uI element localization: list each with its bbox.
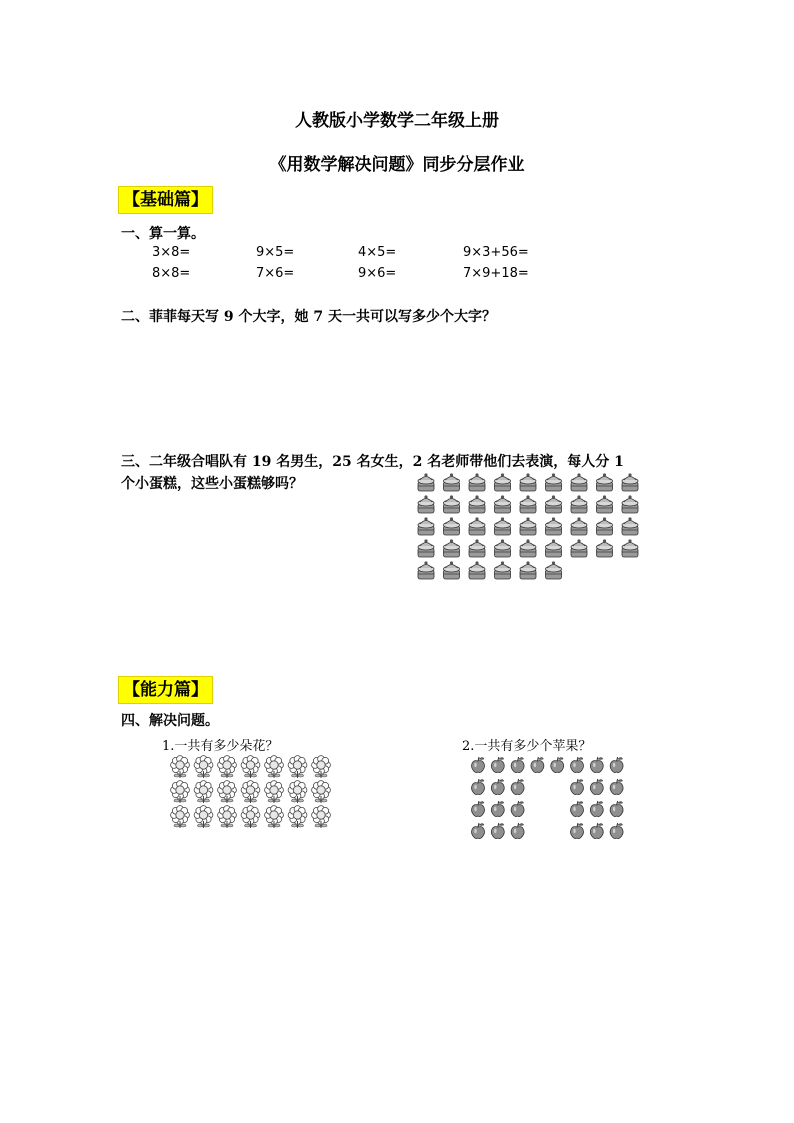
apple-illustration bbox=[470, 756, 640, 841]
question-1-heading: 一、算一算。 bbox=[121, 226, 205, 242]
cake-icon bbox=[418, 517, 434, 535]
flower-icon bbox=[265, 756, 284, 778]
flower-icon bbox=[241, 806, 260, 828]
page-subtitle: 《用数学解决问题》同步分层作业 bbox=[269, 155, 525, 175]
cake-icon bbox=[546, 539, 562, 557]
cake-icon bbox=[571, 473, 587, 491]
flower-icon bbox=[288, 781, 307, 803]
flower-icon bbox=[265, 781, 284, 803]
cake-icon bbox=[520, 495, 536, 513]
cake-icon bbox=[495, 561, 511, 579]
flower-icon bbox=[218, 756, 237, 778]
apple-icon bbox=[610, 779, 623, 795]
cake-icon bbox=[520, 473, 536, 491]
problem-1-caption: 1.一共有多少朵花？ bbox=[162, 739, 279, 754]
apple-icon bbox=[590, 757, 603, 773]
apple-icon bbox=[610, 823, 623, 839]
cake-icon bbox=[418, 495, 434, 513]
section-badge-basic: 【基础篇】 bbox=[118, 186, 213, 214]
calc-expression: 7×9+18= bbox=[463, 266, 529, 281]
flower-icon bbox=[194, 756, 213, 778]
cake-icon bbox=[418, 561, 434, 579]
flower-icon bbox=[241, 756, 260, 778]
flower-icon bbox=[288, 756, 307, 778]
flower-illustration bbox=[170, 756, 350, 836]
apple-icon bbox=[571, 779, 584, 795]
flower-icon bbox=[194, 781, 213, 803]
section-badge-ability: 【能力篇】 bbox=[118, 676, 213, 704]
cake-icon bbox=[622, 495, 638, 513]
calc-expression: 7×6= bbox=[256, 266, 295, 281]
flower-icon bbox=[194, 806, 213, 828]
flower-icon bbox=[171, 781, 190, 803]
apple-icon bbox=[491, 801, 504, 817]
cake-icon bbox=[469, 539, 485, 557]
cake-icon bbox=[546, 517, 562, 535]
cake-icon bbox=[546, 561, 562, 579]
cake-icon bbox=[520, 539, 536, 557]
flower-icon bbox=[312, 756, 331, 778]
cake-icon bbox=[571, 495, 587, 513]
apple-icon bbox=[511, 823, 524, 839]
cake-icon bbox=[495, 473, 511, 491]
cake-icon bbox=[444, 561, 460, 579]
cake-icon bbox=[469, 517, 485, 535]
apple-icon bbox=[590, 779, 603, 795]
cake-icon bbox=[495, 495, 511, 513]
apple-icon bbox=[590, 801, 603, 817]
question-4-heading: 四、解决问题。 bbox=[121, 713, 219, 729]
cake-icon bbox=[469, 495, 485, 513]
page-title: 人教版小学数学二年级上册 bbox=[295, 111, 499, 131]
cake-icon bbox=[571, 517, 587, 535]
calc-expression: 9×3+56= bbox=[463, 245, 529, 260]
cake-icon bbox=[622, 517, 638, 535]
cake-illustration bbox=[416, 472, 656, 582]
apple-icon bbox=[472, 823, 485, 839]
calc-expression: 3×8= bbox=[152, 245, 191, 260]
cake-icon bbox=[520, 517, 536, 535]
apple-icon bbox=[590, 823, 603, 839]
cake-icon bbox=[444, 539, 460, 557]
apple-icon bbox=[551, 757, 564, 773]
calc-expression: 9×6= bbox=[358, 266, 397, 281]
cake-icon bbox=[622, 473, 638, 491]
cake-icon bbox=[597, 495, 613, 513]
apple-icon bbox=[491, 757, 504, 773]
apple-icon bbox=[472, 779, 485, 795]
apple-icon bbox=[610, 801, 623, 817]
cake-icon bbox=[546, 473, 562, 491]
cake-icon bbox=[469, 561, 485, 579]
apple-icon bbox=[491, 779, 504, 795]
flower-icon bbox=[171, 756, 190, 778]
apple-icon bbox=[571, 801, 584, 817]
cake-icon bbox=[495, 517, 511, 535]
cake-icon bbox=[418, 473, 434, 491]
question-2-text: 二、菲菲每天写 9 个大字，她 7 天一共可以写多少个大字？ bbox=[121, 309, 496, 325]
cake-icon bbox=[418, 539, 434, 557]
cake-icon bbox=[571, 539, 587, 557]
flower-icon bbox=[288, 806, 307, 828]
flower-icon bbox=[312, 806, 331, 828]
calc-expression: 8×8= bbox=[152, 266, 191, 281]
cake-icon bbox=[444, 495, 460, 513]
apple-icon bbox=[491, 823, 504, 839]
flower-icon bbox=[312, 781, 331, 803]
apple-icon bbox=[472, 801, 485, 817]
apple-icon bbox=[472, 757, 485, 773]
apple-icon bbox=[511, 779, 524, 795]
apple-icon bbox=[531, 757, 544, 773]
calc-expression: 4×5= bbox=[358, 245, 397, 260]
flower-icon bbox=[265, 806, 284, 828]
cake-icon bbox=[597, 473, 613, 491]
question-3-line1: 三、二年级合唱队有 19 名男生，25 名女生，2 名老师带他们去表演，每人分 1 bbox=[121, 454, 624, 470]
apple-icon bbox=[571, 757, 584, 773]
cake-icon bbox=[597, 539, 613, 557]
cake-icon bbox=[520, 561, 536, 579]
cake-icon bbox=[622, 539, 638, 557]
apple-icon bbox=[511, 757, 524, 773]
apple-icon bbox=[511, 801, 524, 817]
flower-icon bbox=[218, 781, 237, 803]
flower-icon bbox=[171, 806, 190, 828]
problem-2-caption: 2.一共有多少个苹果？ bbox=[462, 739, 592, 754]
cake-icon bbox=[469, 473, 485, 491]
flower-icon bbox=[241, 781, 260, 803]
cake-icon bbox=[444, 473, 460, 491]
calc-expression: 9×5= bbox=[256, 245, 295, 260]
cake-icon bbox=[546, 495, 562, 513]
cake-icon bbox=[597, 517, 613, 535]
apple-icon bbox=[571, 823, 584, 839]
cake-icon bbox=[444, 517, 460, 535]
flower-icon bbox=[218, 806, 237, 828]
cake-icon bbox=[495, 539, 511, 557]
apple-icon bbox=[610, 757, 623, 773]
question-3-line2: 个小蛋糕，这些小蛋糕够吗？ bbox=[121, 476, 303, 492]
